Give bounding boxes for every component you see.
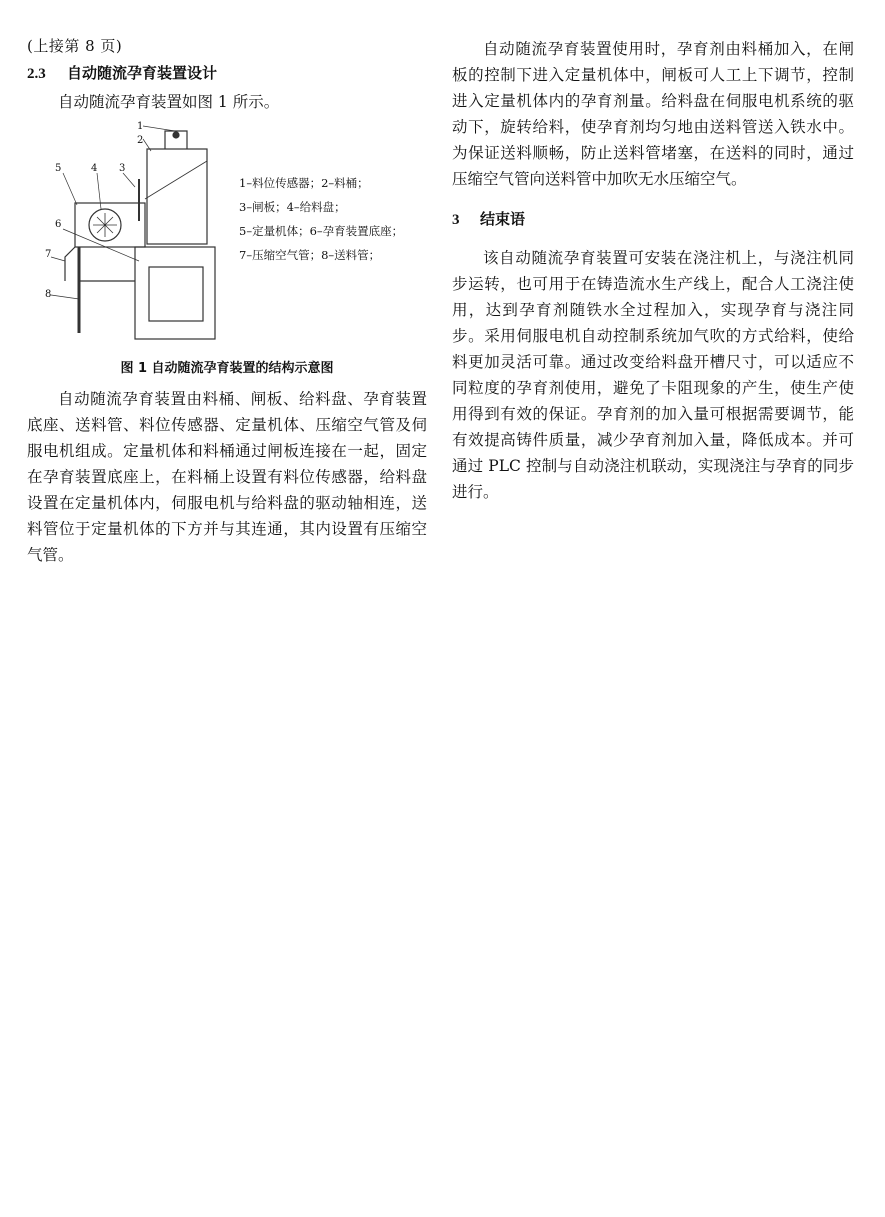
right-column xyxy=(452,36,854,505)
callout-1: 1 xyxy=(137,121,144,132)
callout-2: 2 xyxy=(137,135,144,146)
legend-line: 7–压缩空气管；8–送料管； xyxy=(239,248,381,262)
figure-1 xyxy=(27,121,427,347)
figure-legend xyxy=(239,171,429,267)
usage-paragraph: 自动随流孕育装置使用时，孕育剂由料桶加入，在闸板的控制下进入定量机体中，闸板可人工上下调节，控制进入定量机体内的孕育剂量。给料盘在伺服电机系统的驱动下，旋转给料，使孕育剂均匀地由送料管送入铁水中。为保证送料顺畅，防止送料管堵塞，在送料的同时，通过压缩空气管向送料管中加吹无水压缩空气。 xyxy=(452,40,854,188)
callout-8: 8 xyxy=(45,289,52,300)
body-paragraph: 自动随流孕育装置由料桶、闸板、给料盘、孕育装置底座、送料管、料位传感器、定量机体、压缩空气管及伺服电机组成。定量机体和料桶通过闸板连接在一起，固定在孕育装置底座上，在料桶上设置有料位传感器，给料盘设置在定量机体内，伺服电机与给料盘的驱动轴相连，送料管位于定量机体的下方并与其连通，其内设置有压缩空气管。 xyxy=(27,390,427,564)
callout-5: 5 xyxy=(55,163,62,174)
figure-intro: 自动随流孕育装置如图 1 所示。 xyxy=(58,93,280,111)
section-heading-2-3 xyxy=(27,62,427,85)
callout-3: 3 xyxy=(119,163,126,174)
callout-7: 7 xyxy=(45,249,52,260)
section-number: 2.3 xyxy=(27,66,46,82)
section-number: 3 xyxy=(452,212,460,228)
air-pipe-shape xyxy=(65,247,75,281)
legend-line: 5–定量机体；6–孕育装置底座； xyxy=(239,224,404,238)
left-column xyxy=(27,36,427,568)
section-heading-3 xyxy=(452,208,854,231)
conclusion-paragraph: 该自动随流孕育装置可安装在浇注机上，与浇注机同步运转，也可用于在铸造流水生产线上，配合人工浇注使用，达到孕育剂随铁水全过程加入，实现孕育与浇注同步。采用伺服电机自动控制系统加气吹的方式给料，使给料更加灵活可靠。通过改变给料盘开槽尺寸，可以适应不同粒度的孕育剂使用，避免了卡阻现象的产生，使生产使用得到有效的保证。孕育剂的加入量可根据需要调节，能有效提高铸件质量，减少孕育剂加入量，降低成本。并可通过 PLC 控制与自动浇注机联动，实现浇注与孕育的同步进行。 xyxy=(452,249,854,501)
callout-4: 4 xyxy=(91,163,98,174)
continued-note: (上接第 8 页) xyxy=(27,37,123,55)
hopper-shape xyxy=(147,149,207,244)
section-title: 结束语 xyxy=(480,210,526,228)
callout-6: 6 xyxy=(55,219,62,230)
legend-line: 3–闸板；4–给料盘； xyxy=(239,200,346,214)
figure-caption: 图 1 自动随流孕育装置的结构示意图 xyxy=(120,361,334,376)
section-title: 自动随流孕育装置设计 xyxy=(67,64,218,82)
legend-line: 1–料位传感器；2–料桶； xyxy=(239,176,369,190)
device-diagram xyxy=(27,121,237,347)
